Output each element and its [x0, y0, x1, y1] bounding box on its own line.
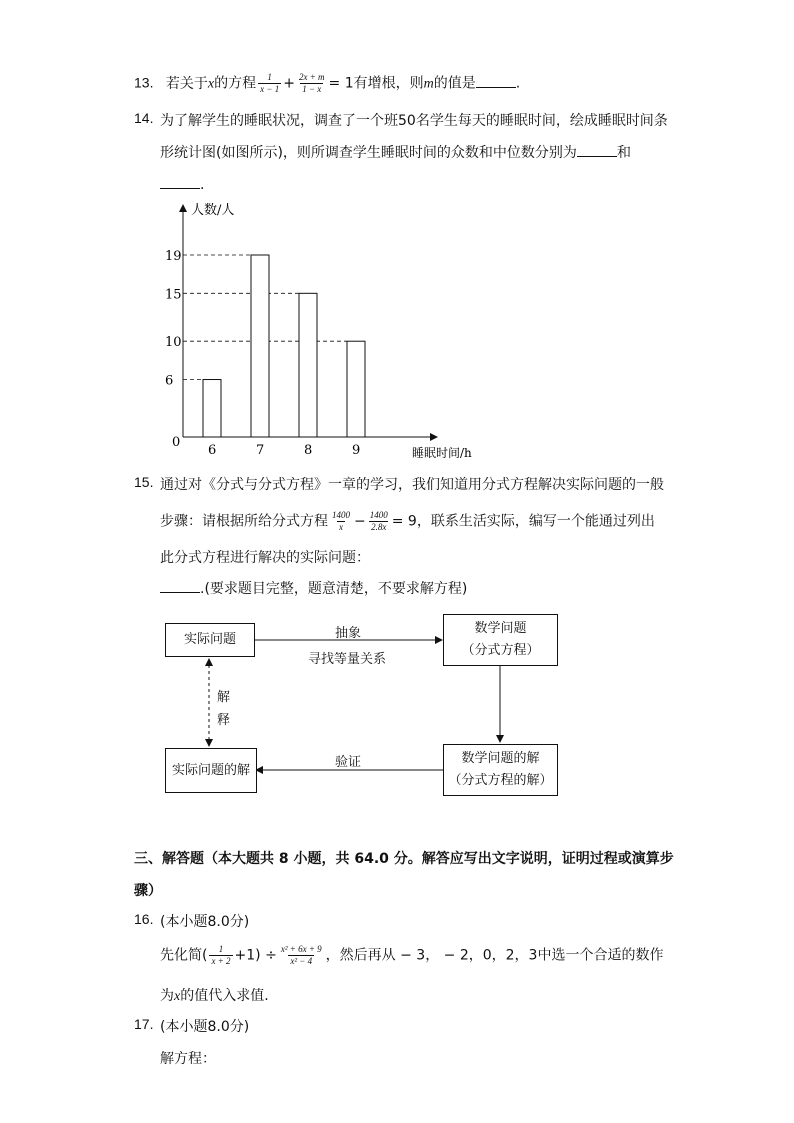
y-tick-label: 10: [165, 335, 182, 351]
fraction: [279, 944, 324, 967]
denominator: 2.8x: [371, 522, 387, 532]
variable: m: [423, 76, 434, 92]
numerator: 2x + m: [298, 72, 325, 82]
y-axis-label: 人数/人: [191, 203, 235, 218]
box-math-solution: [443, 744, 558, 796]
text: 的值是: [433, 75, 476, 92]
text: 的值代入求值.: [180, 988, 269, 1004]
x-axis-label: 睡眠时间/h: [412, 446, 472, 460]
numerator: x² + 6x + 9: [280, 944, 322, 954]
text: +1) ÷: [234, 947, 277, 964]
denominator: x² − 4: [290, 956, 313, 966]
text: 步骤：请根据所给分式方程: [160, 513, 328, 530]
box-math-problem: [443, 614, 558, 666]
x-tick-label: 9: [352, 443, 361, 458]
variable: x: [174, 989, 181, 1004]
box-label: （分式方程）: [461, 643, 540, 658]
question-16-line-1: [160, 944, 663, 967]
label-find-equal: 寻找等量关系: [308, 652, 387, 667]
text: 先化简(: [160, 947, 208, 964]
text: ，然后再从 − 3， − 2，0，2，3中选一个合适的数作: [325, 947, 664, 964]
section-3-heading-cont: 骤）: [134, 883, 162, 899]
section-3-heading: 三、解答题（本大题共 8 小题，共 64.0 分。解答应写出文字说明，证明过程或演算步: [134, 851, 674, 867]
label-abstract: 抽象: [335, 626, 362, 641]
numerator: 1400: [332, 510, 350, 520]
box-label: （分式方程的解）: [448, 773, 553, 788]
label-explain-1: 解: [217, 690, 231, 705]
denominator: x + 2: [211, 956, 231, 966]
text: .: [200, 177, 205, 193]
variable: x: [207, 76, 215, 92]
text: 形统计图(如图所示)，则所调查学生睡眠时间的众数和中位数分别为: [160, 145, 577, 161]
question-number: 17.: [134, 1016, 154, 1032]
x-tick-label: 8: [304, 443, 313, 458]
y-tick-label: 19: [165, 249, 182, 264]
x-tick-label: 6: [208, 443, 217, 458]
y-tick-label: 6: [165, 373, 174, 389]
x-tick-label: 7: [256, 443, 265, 458]
box-real-solution: [165, 748, 257, 793]
text: 为: [160, 988, 174, 1004]
question-16-score: (本小题8.0分): [160, 914, 250, 930]
operator: −: [354, 513, 366, 530]
operator: +: [283, 75, 295, 92]
text: = 1有增根，则: [328, 75, 424, 92]
fraction: [209, 944, 232, 967]
box-label: 实际问题的解: [171, 762, 250, 778]
question-15-line-3: 此分式方程进行解决的实际问题：: [160, 550, 370, 566]
question-number: 14.: [134, 110, 154, 126]
text: 的方程: [214, 75, 257, 92]
question-number: 13.: [134, 74, 154, 91]
text: = 9，联系生活实际，编写一个能通过列出: [391, 513, 655, 530]
text: 若关于: [165, 75, 208, 92]
box-real-problem: [165, 623, 255, 657]
text: .: [515, 75, 521, 92]
question-17-text: 解方程：: [160, 1051, 216, 1067]
question-14-line-1: 为了解学生的睡眠状况，调查了一个班50名学生每天的睡眠时间，绘成睡眠时间条: [160, 113, 668, 129]
label-verify: 验证: [335, 755, 362, 770]
question-number: 15.: [134, 474, 154, 490]
denominator: 1 − x: [302, 84, 322, 94]
origin-label: 0: [172, 435, 181, 450]
box-label: 数学问题的解: [461, 751, 540, 766]
question-number: 16.: [134, 911, 154, 927]
text: .(要求题目完整，题意清楚，不要求解方程): [200, 581, 468, 597]
question-15-line-1: 通过对《分式与分式方程》一章的学习，我们知道用分式方程解决实际问题的一般: [160, 477, 664, 493]
numerator: 1: [267, 72, 272, 82]
denominator: x: [339, 522, 343, 532]
text: 和: [616, 145, 631, 161]
question-17-score: (本小题8.0分): [160, 1019, 250, 1035]
numerator: 1: [218, 944, 224, 954]
label-explain-2: 释: [217, 713, 231, 728]
question-16-line-2: [160, 985, 269, 1005]
denominator: x − 1: [260, 84, 280, 94]
y-tick-label: 15: [165, 287, 182, 303]
box-label: 数学问题: [474, 621, 527, 636]
box-label: 实际问题: [183, 632, 236, 647]
numerator: 1400: [369, 510, 388, 520]
